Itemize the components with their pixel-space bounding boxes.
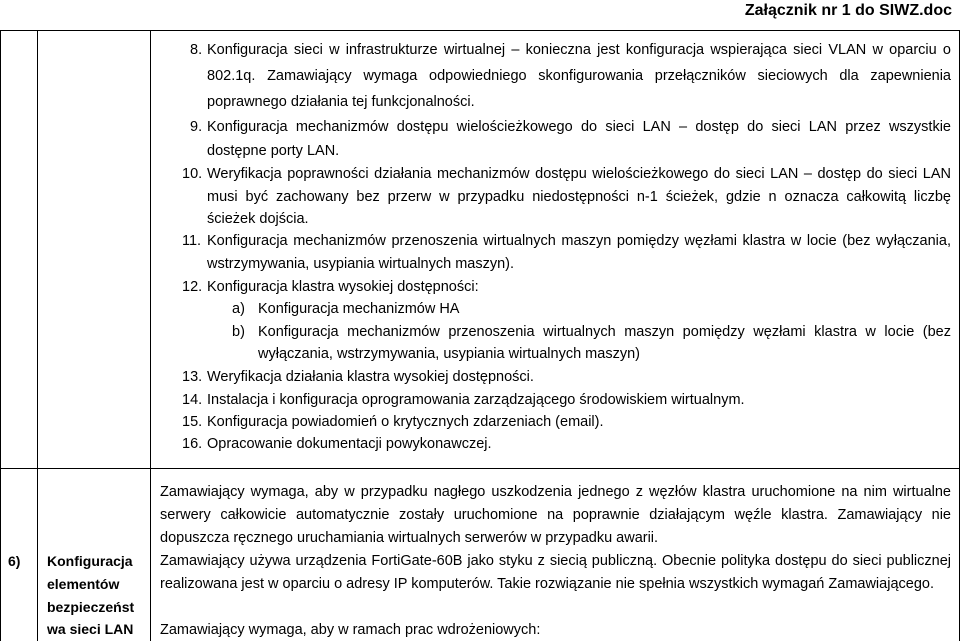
item-12b-number: b) xyxy=(232,324,245,340)
item-15-number: 15. xyxy=(182,414,203,430)
section-6-paragraph-1-line-2: serwery całkowicie automatycznie zostały uruchomione na poprawnie działającym węźle klastra. Zamawiający nie xyxy=(160,507,951,523)
item-8-number: 8. xyxy=(190,42,203,58)
item-12-number: 12. xyxy=(182,279,203,295)
table-border-col2 xyxy=(150,31,151,641)
item-11-line-1: Konfiguracja mechanizmów przenoszenia wirtualnych maszyn pomiędzy węzłami klastra w locie (bez wyłączania, xyxy=(207,233,951,249)
item-9-number: 9. xyxy=(190,119,203,135)
item-11-number: 11. xyxy=(182,233,202,249)
item-10-line-2: musi być zachowany bez przerw w przypadku niedostępności n-1 ścieżek, gdzie n oznacza całkowitą liczbę xyxy=(207,189,951,205)
item-8-line-2: 802.1q. Zamawiający wymaga odpowiedniego skonfigurowania przełączników sieciowych dla zapewnienia xyxy=(207,68,951,84)
item-13-line-1: Weryfikacja działania klastra wysokiej dostępności. xyxy=(207,369,534,385)
item-12a-line-1: Konfiguracja mechanizmów HA xyxy=(258,301,460,317)
section-6-paragraph-3-line-1: Zamawiający wymaga, aby w ramach prac wdrożeniowych: xyxy=(160,622,541,638)
item-13-number: 13. xyxy=(182,369,203,385)
item-12b-line-1: Konfiguracja mechanizmów przenoszenia wirtualnych maszyn pomiędzy węzłami klastra w locie (bez xyxy=(258,324,951,340)
table-row-separator xyxy=(0,468,960,469)
table-border-col1 xyxy=(37,31,38,641)
item-9-line-1: Konfiguracja mechanizmów dostępu wielościeżkowego do sieci LAN – dostęp do sieci LAN przez wszystkie xyxy=(207,119,951,135)
document-header-title: Załącznik nr 1 do SIWZ.doc xyxy=(744,2,952,19)
item-8-line-1: Konfiguracja sieci w infrastrukturze wirtualnej – konieczna jest konfiguracja wspierająca sieci VLAN w oparciu o xyxy=(207,42,951,58)
item-11-line-2: wstrzymywania, usypiania wirtualnych maszyn). xyxy=(207,256,515,272)
section-6-paragraph-2-line-2: realizowana jest w oparciu o adresy IP komputerów. Takie rozwiązanie nie spełnia wszystkich wymagań Zamawiającego. xyxy=(160,576,934,592)
item-16-number: 16. xyxy=(182,436,203,452)
item-10-line-1: Weryfikacja poprawności działania mechanizmów dostępu wielościeżkowego do sieci LAN – dostęp do sieci LAN xyxy=(207,166,951,182)
section-6-label-line-1: Konfiguracja xyxy=(47,553,133,569)
section-6-number: 6) xyxy=(8,553,21,569)
item-12b-line-2: wyłączania, wstrzymywania, usypiania wirtualnych maszyn) xyxy=(258,346,640,362)
item-14-line-1: Instalacja i konfiguracja oprogramowania zarządzającego środowiskiem wirtualnym. xyxy=(207,392,745,408)
section-6-paragraph-1-line-3: dopuszcza ręcznego uruchamiania wirtualnych serwerów w przypadku awarii. xyxy=(160,530,659,546)
header-rule xyxy=(0,30,960,31)
section-6-paragraph-2-line-1: Zamawiający używa urządzenia FortiGate-60B jako styku z siecią publiczną. Obecnie polityka dostępu do sieci publicznej xyxy=(160,553,951,569)
item-9-line-2: dostępne porty LAN. xyxy=(207,143,340,159)
item-15-line-1: Konfiguracja powiadomień o krytycznych zdarzeniach (email). xyxy=(207,414,604,430)
item-10-number: 10. xyxy=(182,166,203,182)
item-14-number: 14. xyxy=(182,392,203,408)
section-6-label-line-4: wa sieci LAN xyxy=(47,621,134,637)
item-16-line-1: Opracowanie dokumentacji powykonawczej. xyxy=(207,436,492,452)
table-border-left xyxy=(0,31,1,641)
item-12-line-1: Konfiguracja klastra wysokiej dostępności: xyxy=(207,279,479,295)
section-6-paragraph-1-line-1: Zamawiający wymaga, aby w przypadku nagłego uszkodzenia jednego z węzłów klastra uruchomione na nim wirtualne xyxy=(160,484,951,500)
item-10-line-3: ścieżek dojścia. xyxy=(207,211,309,227)
section-6-label-line-3: bezpieczeńst xyxy=(47,599,135,615)
item-8-line-3: poprawnego działania tej funkcjonalności. xyxy=(207,94,475,110)
item-12a-number: a) xyxy=(232,301,245,317)
section-6-label-line-2: elementów xyxy=(47,576,120,592)
